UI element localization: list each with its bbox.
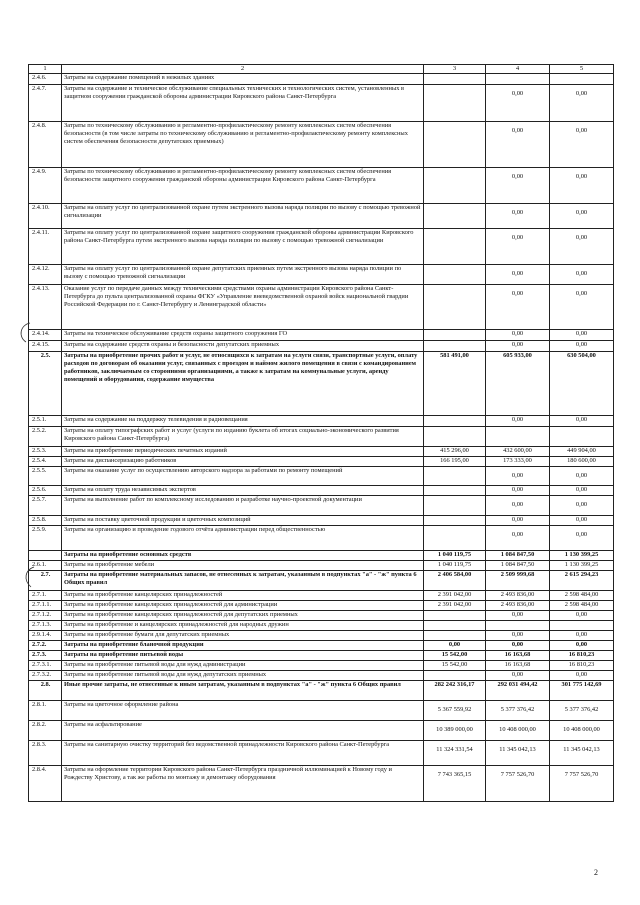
- pen-mark-icon: [19, 565, 39, 589]
- row-value-col-3: 2 391 042,00: [424, 591, 486, 601]
- row-value-col-4: 0,00: [486, 631, 550, 641]
- document-page: [28, 64, 613, 802]
- row-description: Затраты на техническое обслуживание средств охраны защитного сооружения ГО: [62, 330, 424, 341]
- page-number: 2: [594, 868, 598, 877]
- row-value-col-5: 0,00: [550, 122, 614, 168]
- row-value-col-5: 0,00: [550, 631, 614, 641]
- row-value-col-5: 0,00: [550, 168, 614, 204]
- row-value-col-4: 0,00: [486, 341, 550, 352]
- row-value-col-4: 0,00: [486, 671, 550, 681]
- row-value-col-5: 10 408 000,00: [550, 721, 614, 741]
- row-value-col-3: 166 195,00: [424, 457, 486, 467]
- row-value-col-4: 605 933,00: [486, 352, 550, 416]
- table-row: [29, 427, 614, 447]
- row-value-col-3: [424, 611, 486, 621]
- row-value-col-3: 15 542,00: [424, 661, 486, 671]
- table-row: [29, 341, 614, 352]
- row-value-col-5: 180 600,00: [550, 457, 614, 467]
- table-row: [29, 701, 614, 721]
- row-code: 2.4.15.: [29, 341, 62, 352]
- row-value-col-3: 15 542,00: [424, 651, 486, 661]
- row-value-col-3: 581 491,00: [424, 352, 486, 416]
- row-value-col-4: 0,00: [486, 330, 550, 341]
- row-description: Затраты на приобретение канцелярских принадлежностей: [62, 591, 424, 601]
- row-value-col-4: 0,00: [486, 229, 550, 265]
- row-code: 2.4.11.: [29, 229, 62, 265]
- table-row: [29, 204, 614, 229]
- row-value-col-3: [424, 486, 486, 496]
- row-description: Затраты на содержание помещений в нежилых зданиях: [62, 74, 424, 85]
- table-row: [29, 561, 614, 571]
- row-code: [29, 551, 62, 561]
- row-value-col-4: 0,00: [486, 122, 550, 168]
- row-description: Затраты по техническому обслуживанию и регламентно-профилактическому ремонту комплексных систем обеспечения безопасности защитного сооружения гражданской обороны администрации Кировского района Санкт-Петербурга: [62, 168, 424, 204]
- row-value-col-5: 0,00: [550, 611, 614, 621]
- table-row: [29, 486, 614, 496]
- row-value-col-5: 16 810,23: [550, 661, 614, 671]
- table-row: [29, 85, 614, 122]
- row-value-col-4: 0,00: [486, 204, 550, 229]
- row-value-col-5: 2 615 294,23: [550, 571, 614, 591]
- row-value-col-4: 0,00: [486, 265, 550, 285]
- row-description: Затраты на содержание средств охраны и безопасности депутатских приемных: [62, 341, 424, 352]
- row-description: Затраты на санитарную очистку территорий без ведомственной принадлежности Кировского района Санкт-Петербурга: [62, 741, 424, 766]
- row-description: Затраты на приобретение бланочной продукции: [62, 641, 424, 651]
- row-code: 2.5.3.: [29, 447, 62, 457]
- row-value-col-4: 0,00: [486, 416, 550, 427]
- row-code: 2.5.4.: [29, 457, 62, 467]
- row-value-col-3: [424, 631, 486, 641]
- header-col-4: 4: [486, 65, 550, 74]
- row-value-col-3: [424, 621, 486, 631]
- row-value-col-4: 2 493 836,00: [486, 601, 550, 611]
- row-value-col-4: 1 084 847,50: [486, 551, 550, 561]
- row-value-col-5: 2 598 484,00: [550, 591, 614, 601]
- row-code: 2.8.3.: [29, 741, 62, 766]
- row-description: Затраты на приобретение питьевой воды для нужд администрации: [62, 661, 424, 671]
- row-value-col-3: [424, 204, 486, 229]
- row-description: Затраты на выполнение работ по комплексному исследованию и разработке научно-проектной документации: [62, 496, 424, 516]
- row-value-col-4: [486, 74, 550, 85]
- row-value-col-4: 5 377 376,42: [486, 701, 550, 721]
- row-value-col-4: 1 084 847,50: [486, 561, 550, 571]
- row-code: 2.7.3.2.: [29, 671, 62, 681]
- row-code: 2.8.: [29, 681, 62, 701]
- row-code: 2.4.9.: [29, 168, 62, 204]
- row-code: 2.7.1.3.: [29, 621, 62, 631]
- table-row: [29, 591, 614, 601]
- row-value-col-5: 5 377 376,42: [550, 701, 614, 721]
- table-row: [29, 551, 614, 561]
- row-code: 2.7.1.: [29, 591, 62, 601]
- row-value-col-4: 7 757 526,70: [486, 766, 550, 802]
- row-value-col-5: 0,00: [550, 285, 614, 330]
- row-value-col-3: 11 324 331,54: [424, 741, 486, 766]
- row-value-col-5: 0,00: [550, 85, 614, 122]
- header-row: [29, 65, 614, 74]
- table-row: [29, 496, 614, 516]
- table-row: [29, 671, 614, 681]
- row-description: Оказание услуг по передаче данных между техническими средствами охраны администрации Кировского района Санкт-Петербурга до пульта централизованной охраны ФГКУ «Управление вневедомственной охраной войск национальной гвардии Российской Федерации по г. Санкт-Петербургу и Ленинградской области»: [62, 285, 424, 330]
- row-value-col-3: [424, 341, 486, 352]
- row-value-col-4: 0,00: [486, 168, 550, 204]
- row-value-col-4: 0,00: [486, 526, 550, 551]
- row-value-col-5: 0,00: [550, 416, 614, 427]
- row-code: 2.5.2.: [29, 427, 62, 447]
- row-value-col-5: 449 904,00: [550, 447, 614, 457]
- row-value-col-5: 0,00: [550, 496, 614, 516]
- row-value-col-4: 0,00: [486, 85, 550, 122]
- row-value-col-4: 0,00: [486, 641, 550, 651]
- row-value-col-5: 0,00: [550, 265, 614, 285]
- row-value-col-5: [550, 621, 614, 631]
- table-row: [29, 352, 614, 416]
- row-value-col-3: [424, 122, 486, 168]
- row-value-col-4: [486, 621, 550, 631]
- table-row: [29, 229, 614, 265]
- row-value-col-3: [424, 467, 486, 486]
- row-value-col-3: 415 296,00: [424, 447, 486, 457]
- row-value-col-4: 2 509 999,68: [486, 571, 550, 591]
- row-description: Затраты на организацию и проведение годового отчёта администрации перед общественностью: [62, 526, 424, 551]
- row-value-col-5: 0,00: [550, 341, 614, 352]
- row-value-col-4: 2 493 836,00: [486, 591, 550, 601]
- row-value-col-3: [424, 265, 486, 285]
- row-value-col-4: 292 031 494,42: [486, 681, 550, 701]
- row-value-col-3: [424, 74, 486, 85]
- table-row: [29, 447, 614, 457]
- row-description: Затраты на оформление территории Кировского района Санкт-Петербурга праздничной иллюминацией к Новому году и Рождеству Христову, а так же работы по монтажу и демонтажу оборудования: [62, 766, 424, 802]
- row-value-col-4: 0,00: [486, 516, 550, 526]
- row-description: Затраты на приобретение канцелярских принадлежностей для депутатских приемных: [62, 611, 424, 621]
- header-col-1: 1: [29, 65, 62, 74]
- row-description: Затраты на приобретение канцелярских принадлежностей для администрации: [62, 601, 424, 611]
- row-code: 2.8.1.: [29, 701, 62, 721]
- table-row: [29, 601, 614, 611]
- row-value-col-3: [424, 85, 486, 122]
- row-value-col-3: [424, 285, 486, 330]
- row-code: 2.7.2.: [29, 641, 62, 651]
- row-code: 2.4.13.: [29, 285, 62, 330]
- row-value-col-3: 10 389 000,00: [424, 721, 486, 741]
- table-row: [29, 330, 614, 341]
- row-value-col-5: 0,00: [550, 641, 614, 651]
- row-description: Затраты на приобретение питьевой воды: [62, 651, 424, 661]
- row-value-col-3: 1 040 119,75: [424, 551, 486, 561]
- row-value-col-5: 1 130 399,25: [550, 561, 614, 571]
- row-code: 2.5.5.: [29, 467, 62, 486]
- row-description: Затраты на оплату типографских работ и услуг (услуги по изданию буклета об итогах социально-экономического развития Кировского района Санкт-Петербурга): [62, 427, 424, 447]
- row-value-col-5: 1 130 399,25: [550, 551, 614, 561]
- header-col-3: 3: [424, 65, 486, 74]
- row-description: Затраты на приобретение материальных запасов, не отнесенных к затратам, указанным в подпунктах "а" - "ж" пункта 6 Общих правил: [62, 571, 424, 591]
- row-code: 2.4.7.: [29, 85, 62, 122]
- table-row: [29, 641, 614, 651]
- row-value-col-5: 0,00: [550, 671, 614, 681]
- table-row: [29, 516, 614, 526]
- table-row: [29, 661, 614, 671]
- row-value-col-5: 0,00: [550, 229, 614, 265]
- row-code: 2.7.3.: [29, 651, 62, 661]
- row-value-col-5: 630 504,00: [550, 352, 614, 416]
- table-row: [29, 741, 614, 766]
- row-value-col-3: 0,00: [424, 641, 486, 651]
- row-value-col-4: 432 600,00: [486, 447, 550, 457]
- row-code: 2.7.: [29, 571, 62, 591]
- row-value-col-4: 0,00: [486, 285, 550, 330]
- row-value-col-4: 0,00: [486, 486, 550, 496]
- row-value-col-3: [424, 671, 486, 681]
- row-description: Затраты на приобретение основных средств: [62, 551, 424, 561]
- row-value-col-5: 7 757 526,70: [550, 766, 614, 802]
- row-code: 2.5.1.: [29, 416, 62, 427]
- table-row: [29, 766, 614, 802]
- table-row: [29, 571, 614, 591]
- row-code: 2.5.9.: [29, 526, 62, 551]
- row-description: Затраты на приобретение мебели: [62, 561, 424, 571]
- row-code: 2.8.4.: [29, 766, 62, 802]
- table-row: [29, 74, 614, 85]
- row-value-col-5: 0,00: [550, 467, 614, 486]
- row-value-col-3: [424, 427, 486, 447]
- row-value-col-5: 0,00: [550, 204, 614, 229]
- row-value-col-5: 301 775 142,69: [550, 681, 614, 701]
- row-description: Затраты на диспансеризацию работников: [62, 457, 424, 467]
- pen-mark-icon: [16, 321, 36, 345]
- table-row: [29, 457, 614, 467]
- table-row: [29, 416, 614, 427]
- row-value-col-4: [486, 427, 550, 447]
- row-description: Затраты на содержание на поддержку телевидения и радиовещания: [62, 416, 424, 427]
- row-code: 2.7.1.1.: [29, 601, 62, 611]
- row-code: 2.7.1.2.: [29, 611, 62, 621]
- row-code: 2.9.1.4.: [29, 631, 62, 641]
- table-row: [29, 285, 614, 330]
- table-row: [29, 122, 614, 168]
- row-code: 2.7.3.1.: [29, 661, 62, 671]
- row-value-col-5: 16 810,23: [550, 651, 614, 661]
- row-value-col-4: 0,00: [486, 611, 550, 621]
- row-description: Затраты на поставку цветочной продукции и цветочных композиций: [62, 516, 424, 526]
- row-value-col-3: 2 406 584,00: [424, 571, 486, 591]
- row-value-col-3: 7 743 365,15: [424, 766, 486, 802]
- row-description: Затраты на цветочное оформление района: [62, 701, 424, 721]
- row-description: Затраты на приобретение периодических печатных изданий: [62, 447, 424, 457]
- row-value-col-4: 11 345 042,13: [486, 741, 550, 766]
- row-value-col-4: 0,00: [486, 496, 550, 516]
- table-row: [29, 526, 614, 551]
- row-value-col-3: 2 391 042,00: [424, 601, 486, 611]
- header-col-2: 2: [62, 65, 424, 74]
- row-value-col-4: 16 163,68: [486, 661, 550, 671]
- header-col-5: 5: [550, 65, 614, 74]
- row-code: 2.5.: [29, 352, 62, 416]
- row-value-col-3: [424, 416, 486, 427]
- table-row: [29, 265, 614, 285]
- row-description: Затраты на оказание услуг по осуществлению авторского надзора за работами по ремонту помещений: [62, 467, 424, 486]
- row-description: Иные прочие затраты, не отнесенные к иным затратам, указанным в подпунктах "а" - "ж" пункта 6 Общих правил: [62, 681, 424, 701]
- row-description: Затраты на приобретение прочих работ и услуг, не относящихся к затратам на услуги связи, транспортные услуги, оплату расходов по договорам об оказании услуг, связанных с проездом и наймом жилого помещения в связи с командированием работников, заключаемым со сторонними организациями, а также к затратам на коммунальные услуги, аренду помещений и оборудования, содержание имущества: [62, 352, 424, 416]
- row-value-col-4: 16 163,68: [486, 651, 550, 661]
- row-description: Затраты на оплату услуг по централизованной охране путем экстренного вызова наряда полиции по вызову с помощью тревожной сигнализации: [62, 204, 424, 229]
- row-code: 2.4.14.: [29, 330, 62, 341]
- table-row: [29, 651, 614, 661]
- row-description: Затраты на содержание и техническое обслуживание специальных технических и технологических систем, установленных в защитном сооружении гражданской обороны администрации Кировского района Санкт-Петербурга: [62, 85, 424, 122]
- row-value-col-5: 0,00: [550, 330, 614, 341]
- row-value-col-3: 282 242 316,17: [424, 681, 486, 701]
- row-value-col-3: [424, 496, 486, 516]
- row-description: Затраты на приобретение бумаги для депутатских приемных: [62, 631, 424, 641]
- row-code: 2.5.7.: [29, 496, 62, 516]
- row-value-col-4: 0,00: [486, 467, 550, 486]
- row-value-col-3: [424, 516, 486, 526]
- row-value-col-5: 0,00: [550, 486, 614, 496]
- row-description: Затраты на асфальтирование: [62, 721, 424, 741]
- table-row: [29, 611, 614, 621]
- row-code: 2.4.12.: [29, 265, 62, 285]
- row-value-col-5: [550, 74, 614, 85]
- row-value-col-4: 173 333,00: [486, 457, 550, 467]
- row-code: 2.5.6.: [29, 486, 62, 496]
- table-row: [29, 168, 614, 204]
- row-code: 2.5.8.: [29, 516, 62, 526]
- table-row: [29, 621, 614, 631]
- table-row: [29, 631, 614, 641]
- row-code: 2.4.10.: [29, 204, 62, 229]
- row-value-col-3: [424, 168, 486, 204]
- row-description: Затраты по техническому обслуживанию и регламентно-профилактическому ремонту комплексных систем обеспечения безопасности (в том числе затраты по техническому обслуживанию и регламентно-профилактическому ремонту комплексных систем обеспечения безопасности депутатских приемных): [62, 122, 424, 168]
- table-row: [29, 721, 614, 741]
- row-code: 2.8.2.: [29, 721, 62, 741]
- row-value-col-5: [550, 427, 614, 447]
- row-description: Затраты на приобретение и канцелярских принадлежностей для народных дружин: [62, 621, 424, 631]
- row-value-col-5: 0,00: [550, 516, 614, 526]
- row-value-col-5: 0,00: [550, 526, 614, 551]
- expense-table: [28, 64, 614, 802]
- row-description: Затраты на оплату услуг по централизованной охране депутатских приемных путем экстренного вызова наряда полиции по вызову с помощью тревожной сигнализации: [62, 265, 424, 285]
- row-code: 2.4.6.: [29, 74, 62, 85]
- row-value-col-3: [424, 229, 486, 265]
- row-description: Затраты на приобретение питьевой воды для нужд депутатских приемных: [62, 671, 424, 681]
- table-row: [29, 681, 614, 701]
- row-code: 2.6.1.: [29, 561, 62, 571]
- row-description: Затраты на оплату труда независимых экспертов: [62, 486, 424, 496]
- row-description: Затраты на оплату услуг по централизованной охране защитного сооружения гражданской обороны администрации Кировского района Санкт-Петербурга путем экстренного вызова наряда полиции по вызову с помощью тревожной сигнализации: [62, 229, 424, 265]
- row-code: 2.4.8.: [29, 122, 62, 168]
- row-value-col-3: [424, 526, 486, 551]
- row-value-col-4: 10 408 000,00: [486, 721, 550, 741]
- row-value-col-5: 2 598 484,00: [550, 601, 614, 611]
- row-value-col-5: 11 345 042,13: [550, 741, 614, 766]
- row-value-col-3: 5 367 559,92: [424, 701, 486, 721]
- row-value-col-3: 1 040 119,75: [424, 561, 486, 571]
- table-row: [29, 467, 614, 486]
- row-value-col-3: [424, 330, 486, 341]
